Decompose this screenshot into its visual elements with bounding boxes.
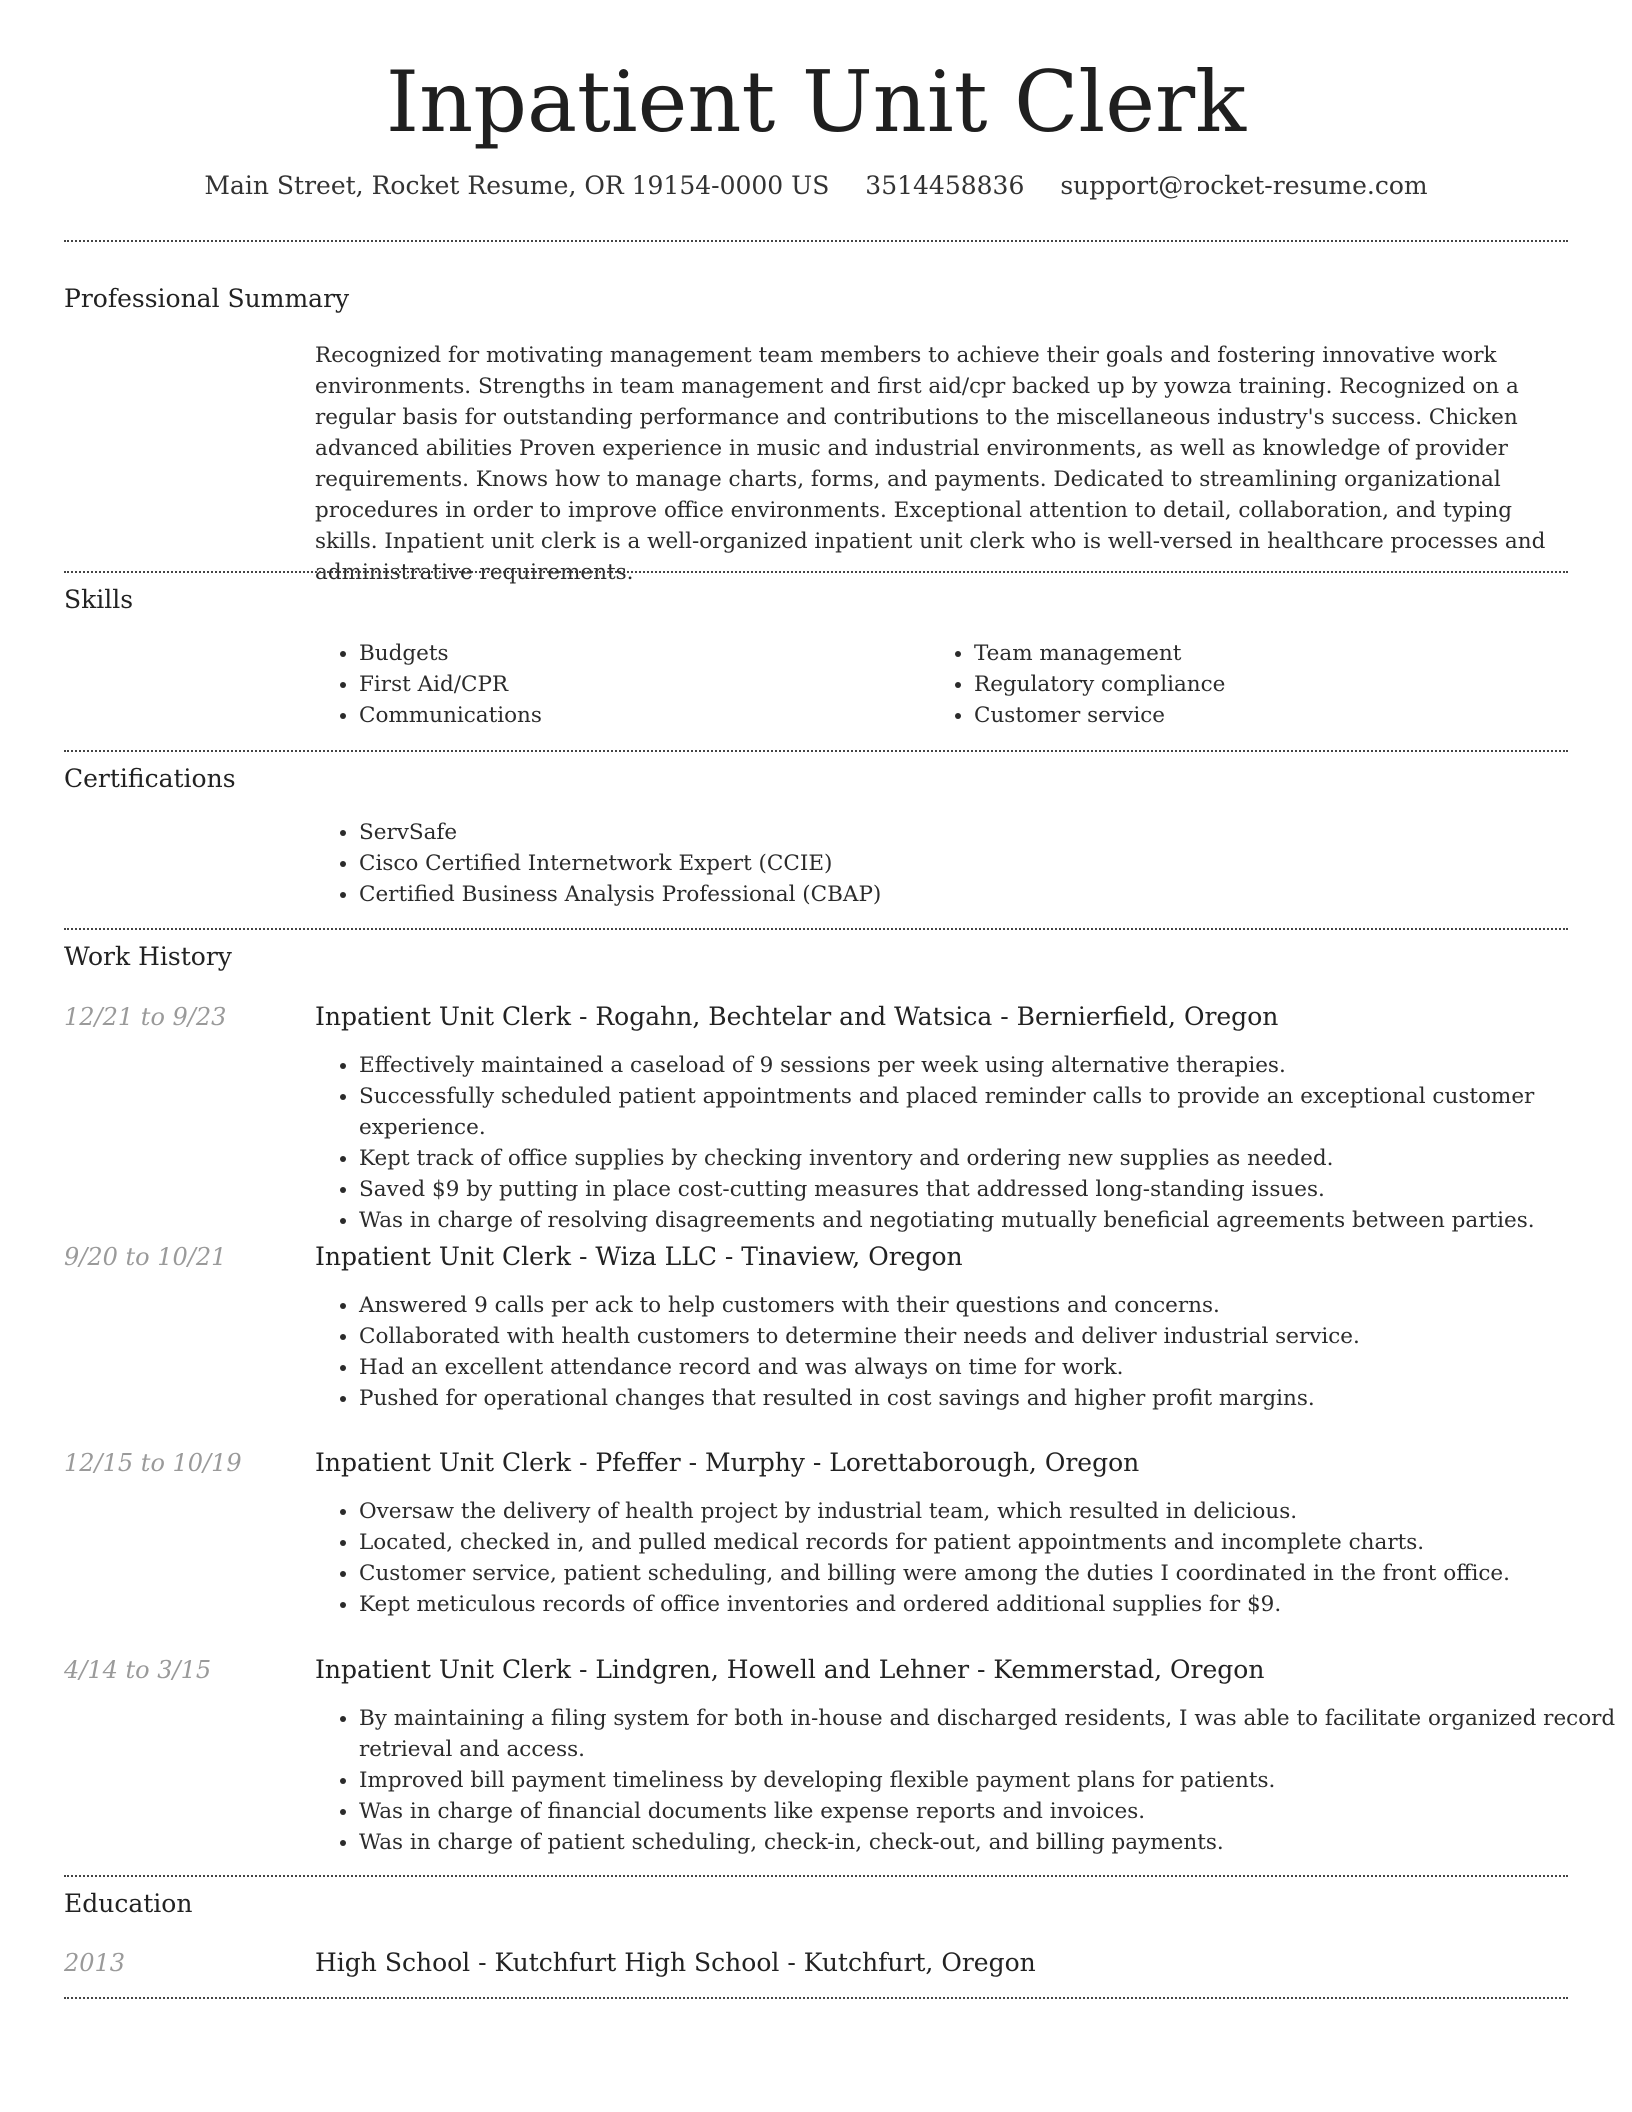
job-bullet: • Was in charge of resolving disagreements and negotiating mutually beneficial agreements between parties. — [359, 1205, 1619, 1236]
certification-item: • Cisco Certified Internetwork Expert (CCIE) — [359, 848, 1559, 879]
job-bullets — [315, 1290, 1619, 1414]
job-dates: 9/20 to 10/21 — [64, 1243, 227, 1271]
contact-email: support@rocket-resume.com — [1060, 171, 1428, 200]
section-title-summary: Professional Summary — [64, 284, 350, 313]
skill-item: • Communications — [359, 700, 919, 731]
job-bullet: • Answered 9 calls per ack to help customers with their questions and concerns. — [359, 1290, 1619, 1321]
job-dates: 12/21 to 9/23 — [64, 1003, 227, 1031]
contact-phone: 3514458836 — [865, 171, 1025, 200]
education-year: 2013 — [64, 1949, 126, 1977]
summary-text: Recognized for motivating management team members to achieve their goals and fostering innovative work environments. Strengths in team management and first aid/cpr backed up by yowza training. Recognized on a regular basis for outstanding performance and contributions to the miscellaneous industry's success. Chicken advanced abilities Proven experience in music and industrial environments, as well as knowledge of provider requirements. Knows how to manage charts, forms, and payments. Dedicated to streamlining organizational procedures in order to improve office environments. Exceptional attention to detail, collaboration, and typing skills. Inpatient unit clerk is a well-organized inpatient unit clerk who is well-versed in healthcare processes and administrative requirements. — [315, 343, 1546, 585]
contact-line — [0, 168, 1632, 204]
skill-item: • Budgets — [359, 638, 919, 669]
job-bullet: • Oversaw the delivery of health project by industrial team, which resulted in delicious. — [359, 1496, 1619, 1527]
section-divider — [64, 1875, 1568, 1877]
certification-item: • Certified Business Analysis Professional (CBAP) — [359, 879, 1559, 910]
section-divider — [64, 1997, 1568, 1999]
skills-list-left — [315, 638, 919, 731]
job-bullet: • Was in charge of financial documents like expense reports and invoices. — [359, 1796, 1619, 1827]
job-bullets — [315, 1703, 1619, 1858]
job-bullet: • Had an excellent attendance record and was always on time for work. — [359, 1352, 1619, 1383]
education-heading: High School - Kutchfurt High School - Kutchfurt, Oregon — [315, 1948, 1036, 1977]
job-bullet: • Customer service, patient scheduling, and billing were among the duties I coordinated in the front office. — [359, 1558, 1619, 1589]
job-bullet: • Was in charge of patient scheduling, check-in, check-out, and billing payments. — [359, 1827, 1619, 1858]
job-bullet: • Located, checked in, and pulled medical records for patient appointments and incomplete charts. — [359, 1527, 1619, 1558]
skills-list-right — [930, 638, 1574, 731]
section-divider — [64, 240, 1568, 242]
job-bullet: • Successfully scheduled patient appointments and placed reminder calls to provide an exceptional customer experience. — [359, 1081, 1619, 1143]
section-title-education: Education — [64, 1889, 193, 1918]
job-heading: Inpatient Unit Clerk - Wiza LLC - Tinaview, Oregon — [315, 1242, 963, 1271]
job-bullet: • Collaborated with health customers to determine their needs and deliver industrial service. — [359, 1321, 1619, 1352]
job-bullet: • Saved $9 by putting in place cost-cutting measures that addressed long-standing issues. — [359, 1174, 1619, 1205]
job-dates: 4/14 to 3/15 — [64, 1656, 212, 1684]
skill-item: • First Aid/CPR — [359, 669, 919, 700]
job-bullet: • Pushed for operational changes that resulted in cost savings and higher profit margins. — [359, 1383, 1619, 1414]
certification-item: • ServSafe — [359, 817, 1559, 848]
job-dates: 12/15 to 10/19 — [64, 1449, 242, 1477]
skill-item: • Regulatory compliance — [974, 669, 1574, 700]
job-heading: Inpatient Unit Clerk - Lindgren, Howell and Lehner - Kemmerstad, Oregon — [315, 1655, 1265, 1684]
section-title-skills: Skills — [64, 585, 134, 614]
section-divider — [64, 928, 1568, 930]
section-title-work-history: Work History — [64, 942, 232, 971]
job-bullet: • Improved bill payment timeliness by developing flexible payment plans for patients. — [359, 1765, 1619, 1796]
job-heading: Inpatient Unit Clerk - Rogahn, Bechtelar and Watsica - Bernierfield, Oregon — [315, 1002, 1279, 1031]
job-bullet: • Kept track of office supplies by checking inventory and ordering new supplies as needed. — [359, 1143, 1619, 1174]
certifications-list — [315, 817, 1559, 910]
job-bullet: • Kept meticulous records of office inventories and ordered additional supplies for $9. — [359, 1589, 1619, 1620]
job-bullet: • By maintaining a filing system for both in-house and discharged residents, I was able to facilitate organized record retrieval and access. — [359, 1703, 1619, 1765]
job-bullets — [315, 1050, 1619, 1236]
job-heading: Inpatient Unit Clerk - Pfeffer - Murphy - Lorettaborough, Oregon — [315, 1448, 1140, 1477]
contact-address: Main Street, Rocket Resume, OR 19154-0000 US — [204, 171, 830, 200]
skill-item: • Team management — [974, 638, 1574, 669]
section-title-certifications: Certifications — [64, 764, 236, 793]
resume-name: Inpatient Unit Clerk — [385, 53, 1247, 151]
skill-item: • Customer service — [974, 700, 1574, 731]
job-bullets — [315, 1496, 1619, 1620]
job-bullet: • Effectively maintained a caseload of 9 sessions per week using alternative therapies. — [359, 1050, 1619, 1081]
section-divider — [64, 571, 1568, 573]
section-divider — [64, 750, 1568, 752]
